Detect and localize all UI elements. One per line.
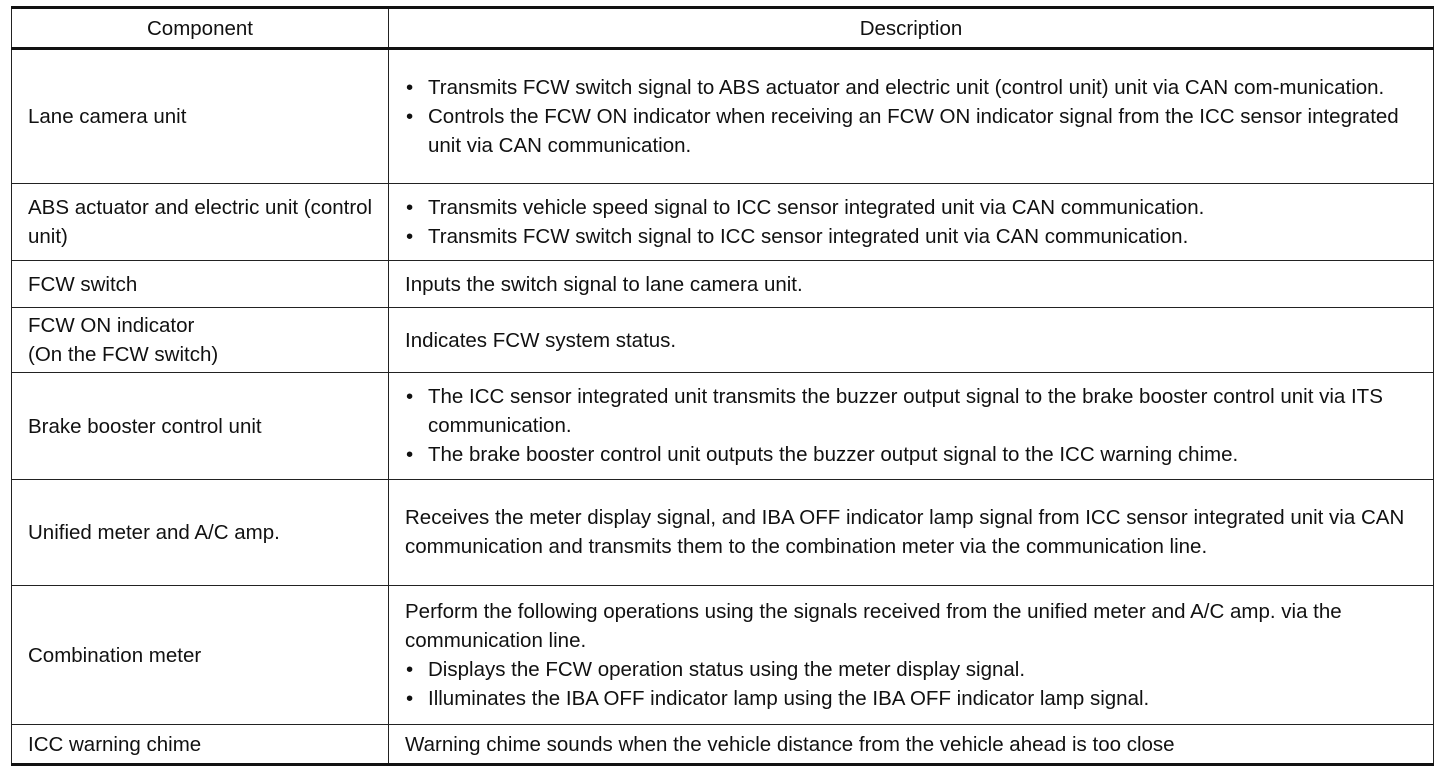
table-row <box>12 261 1434 308</box>
header-description: Description <box>389 8 1434 49</box>
component-cell <box>12 308 389 373</box>
table-header-row <box>12 8 1434 49</box>
component-cell: Lane camera unit <box>12 49 389 184</box>
table-row <box>12 49 1434 184</box>
bullet-item: • The brake booster control unit outputs the buzzer output signal to the ICC warning chime. <box>405 440 1419 469</box>
description-cell <box>389 586 1434 725</box>
table-row <box>12 480 1434 586</box>
bullet-item: • Displays the FCW operation status using the meter display signal. <box>405 655 1419 684</box>
component-cell: Combination meter <box>12 586 389 725</box>
bullet-list <box>405 193 1419 251</box>
component-line: (On the FCW switch) <box>28 343 219 366</box>
bullet-list <box>405 655 1419 713</box>
table-row <box>12 586 1434 725</box>
bullet-list <box>405 73 1419 160</box>
component-line: FCW ON indicator <box>28 314 195 337</box>
component-cell: Unified meter and A/C amp. <box>12 480 389 586</box>
description-cell <box>389 184 1434 261</box>
component-cell: ABS actuator and electric unit (control unit) <box>12 184 389 261</box>
table-row <box>12 373 1434 480</box>
description-cell <box>389 373 1434 480</box>
component-cell: ICC warning chime <box>12 725 389 765</box>
table-row <box>12 308 1434 373</box>
description-cell: Indicates FCW system status. <box>389 308 1434 373</box>
table-row <box>12 184 1434 261</box>
description-paragraph: Perform the following operations using the signals received from the unified meter and A/C amp. via the communication line. <box>405 599 1342 652</box>
bullet-item: • Controls the FCW ON indicator when receiving an FCW ON indicator signal from the ICC sensor integrated unit via CAN communication. <box>405 102 1419 160</box>
component-cell: FCW switch <box>12 261 389 308</box>
table-row <box>12 725 1434 765</box>
description-cell: Inputs the switch signal to lane camera unit. <box>389 261 1434 308</box>
bullet-item: • Illuminates the IBA OFF indicator lamp using the IBA OFF indicator lamp signal. <box>405 684 1419 713</box>
description-cell <box>389 49 1434 184</box>
component-description-table <box>11 6 1434 766</box>
description-cell: Warning chime sounds when the vehicle distance from the vehicle ahead is too close <box>389 725 1434 765</box>
bullet-item: • Transmits vehicle speed signal to ICC sensor integrated unit via CAN communication. <box>405 193 1419 222</box>
bullet-list <box>405 382 1419 469</box>
bullet-item: • Transmits FCW switch signal to ICC sensor integrated unit via CAN communication. <box>405 222 1419 251</box>
bullet-item: • Transmits FCW switch signal to ABS actuator and electric unit (control unit) unit via CAN com-munication. <box>405 73 1419 102</box>
header-component: Component <box>12 8 389 49</box>
description-cell: Receives the meter display signal, and IBA OFF indicator lamp signal from ICC sensor integrated unit via CAN communication and transmits them to the combination meter via the communication line. <box>389 480 1434 586</box>
bullet-item: • The ICC sensor integrated unit transmits the buzzer output signal to the brake booster control unit via ITS communication. <box>405 382 1419 440</box>
component-cell: Brake booster control unit <box>12 373 389 480</box>
